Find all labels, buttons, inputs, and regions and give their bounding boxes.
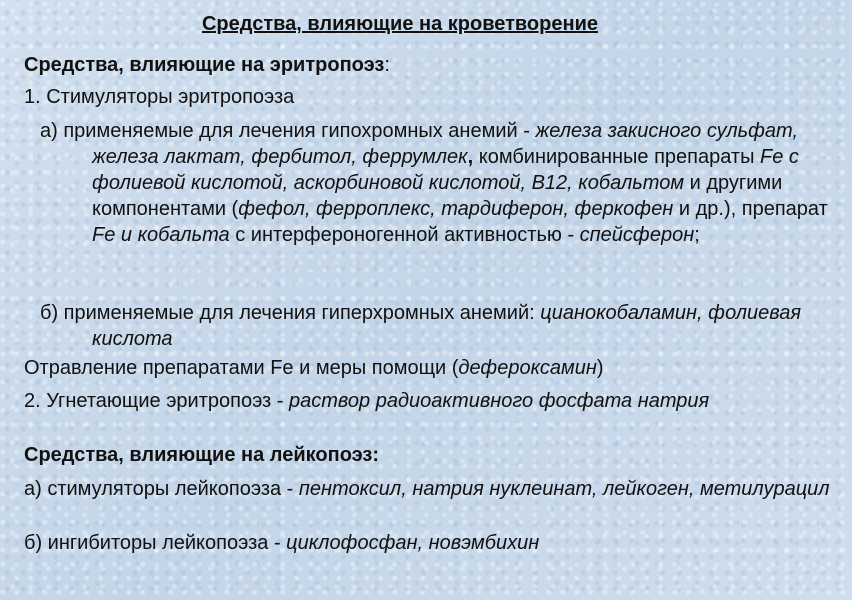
erythropoiesis-heading-colon: : <box>384 54 390 76</box>
hypochromic-drugs-2: Fe с фолиевой кислотой, аскорбиновой кислотой, B12, кобальтом <box>92 146 799 194</box>
item-hypochromic <box>40 118 832 248</box>
item-inhibitors <box>24 388 852 414</box>
leukopoiesis-heading: Средства, влияющие на лейкопоэз: <box>24 444 380 466</box>
item-stimulators: 1. Стимуляторы эритропоэза <box>24 86 295 108</box>
leuko-inhibitors-prefix: б) ингибиторы лейкопоэза - <box>24 532 287 554</box>
hypochromic-text-4: и др.), препарат <box>673 198 828 220</box>
hypochromic-prefix: а) применяемые для лечения гипохромных анемий - <box>40 120 536 142</box>
inhibitors-drug: раствор радиоактивного фосфата натрия <box>289 390 710 412</box>
hypochromic-text-2: комбинированные препараты <box>478 146 761 168</box>
erythropoiesis-heading <box>24 52 784 78</box>
hypochromic-text-3: и другими компонентами ( <box>92 172 783 220</box>
hypochromic-text-5: с интерфероногенной активностью - <box>229 224 580 246</box>
hypochromic-comma: , <box>467 146 479 168</box>
poisoning-end: ) <box>596 357 604 379</box>
poisoning-line <box>24 355 784 381</box>
hypochromic-drugs-4: Fe и кобальта <box>92 224 230 246</box>
poisoning-drug: дефероксамин <box>458 357 597 379</box>
hypochromic-end: ; <box>694 224 700 246</box>
hyperchromic-drugs: цианокобаламин, фолиевая кислота <box>92 302 802 350</box>
leuko-inhibitors-drugs: циклофосфан, новэмбихин <box>286 532 540 554</box>
poisoning-text: Отравление препаратами Fe и меры помощи ( <box>24 357 459 379</box>
leuko-inhibitors <box>24 530 784 556</box>
erythropoiesis-heading-text: Средства, влияющие на эритропоэз <box>24 54 385 76</box>
hypochromic-drugs-3: фефол, ферроплекс, тардиферон, феркофен <box>238 198 674 220</box>
item-hyperchromic <box>40 300 832 352</box>
inhibitors-prefix: 2. Угнетающие эритропоэз - <box>24 390 289 412</box>
leuko-stimulators-prefix: а) стимуляторы лейкопоэза - <box>24 478 299 500</box>
hypochromic-drugs-5: спейсферон <box>579 224 695 246</box>
hypochromic-drugs-1: железа закисного сульфат, железа лактат, фербитол, феррумлек <box>92 120 798 168</box>
slide-title: Средства, влияющие на кроветворение <box>201 13 598 35</box>
hyperchromic-prefix: б) применяемые для лечения гиперхромных анемий: <box>40 302 541 324</box>
leuko-stimulators-drugs: пентоксил, натрия нуклеинат, лейкоген, метилурацил <box>298 478 830 500</box>
leuko-stimulators <box>24 476 852 502</box>
